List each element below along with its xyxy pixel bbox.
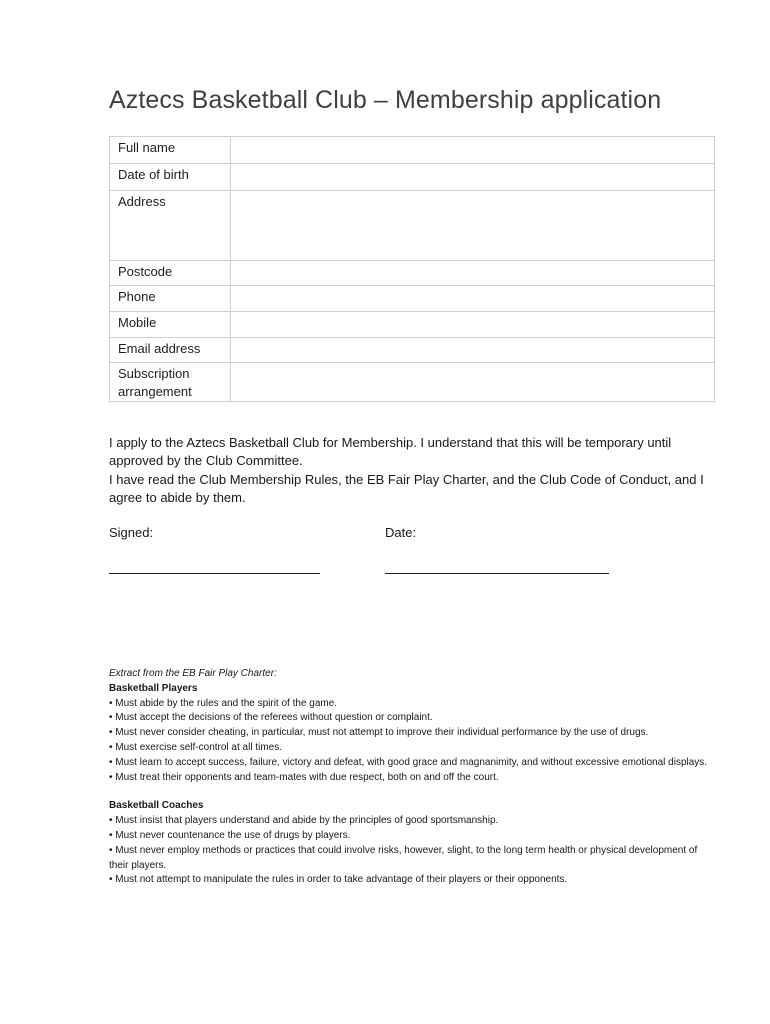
signed-label: Signed: — [109, 525, 154, 540]
form-row-phone — [110, 286, 715, 312]
list-item: • Must treat their opponents and team-mates with due respect, both on and off the court. — [109, 771, 709, 786]
list-item: • Must learn to accept success, failure, victory and defeat, with good grace and magnanimity, and without excessive emotional displays. — [109, 756, 709, 771]
form-row-mobile — [110, 312, 715, 338]
form-row-postcode — [110, 261, 715, 286]
date-line[interactable] — [385, 573, 609, 574]
coaches-heading: Basketball Coaches — [109, 800, 204, 812]
subscription-arrangement-field[interactable] — [231, 363, 715, 402]
form-label-postcode: Postcode — [110, 261, 231, 286]
address-field[interactable] — [231, 191, 715, 261]
list-item: • Must never countenance the use of drugs by players. — [109, 829, 709, 844]
phone-field[interactable] — [231, 286, 715, 312]
list-item: • Must not attempt to manipulate the rules in order to take advantage of their players or their opponents. — [109, 873, 709, 888]
full-name-field[interactable] — [231, 137, 715, 164]
declaration-line-2: I have read the Club Membership Rules, the EB Fair Play Charter, and the Club Code of Conduct, and I agree to abide by them. — [109, 471, 704, 505]
players-list — [109, 697, 709, 786]
page-title: Aztecs Basketball Club – Membership application — [109, 86, 662, 114]
players-heading: Basketball Players — [109, 682, 198, 694]
coaches-list — [109, 814, 709, 888]
signature-line[interactable] — [109, 573, 320, 574]
list-item: • Must never consider cheating, in particular, must not attempt to improve their individual performance by the use of drugs. — [109, 726, 709, 741]
declaration-text — [109, 434, 719, 507]
list-item: • Must abide by the rules and the spirit of the game. — [109, 697, 709, 712]
form-label-address: Address — [110, 191, 231, 261]
list-item: • Must insist that players understand and abide by the principles of good sportsmanship. — [109, 814, 709, 829]
form-row-full-name — [110, 137, 715, 164]
list-item: • Must exercise self-control at all times. — [109, 741, 709, 756]
list-item: • Must never employ methods or practices that could involve risks, however, slight, to the long term health or physical development of their players. — [109, 844, 709, 874]
form-row-email — [110, 338, 715, 363]
form-label-full-name: Full name — [110, 137, 231, 164]
date-label: Date: — [385, 525, 417, 540]
form-label-subscription: Subscription arrangement — [110, 363, 231, 402]
form-row-subscription — [110, 363, 715, 402]
email-address-field[interactable] — [231, 338, 715, 363]
postcode-field[interactable] — [231, 261, 715, 286]
fair-play-extract — [109, 667, 709, 888]
form-row-address — [110, 191, 715, 261]
form-label-mobile: Mobile — [110, 312, 231, 338]
mobile-field[interactable] — [231, 312, 715, 338]
extract-intro: Extract from the EB Fair Play Charter: — [109, 668, 277, 679]
membership-form-table — [109, 136, 715, 402]
declaration-line-1: I apply to the Aztecs Basketball Club for Membership. I understand that this will be temporary until approved by the Club Committee. — [109, 435, 672, 469]
form-row-date-of-birth — [110, 164, 715, 191]
form-label-phone: Phone — [110, 286, 231, 312]
form-label-email: Email address — [110, 338, 231, 363]
date-of-birth-field[interactable] — [231, 164, 715, 191]
form-label-date-of-birth: Date of birth — [110, 164, 231, 191]
list-item: • Must accept the decisions of the referees without question or complaint. — [109, 711, 709, 726]
section-spacer — [109, 785, 709, 799]
